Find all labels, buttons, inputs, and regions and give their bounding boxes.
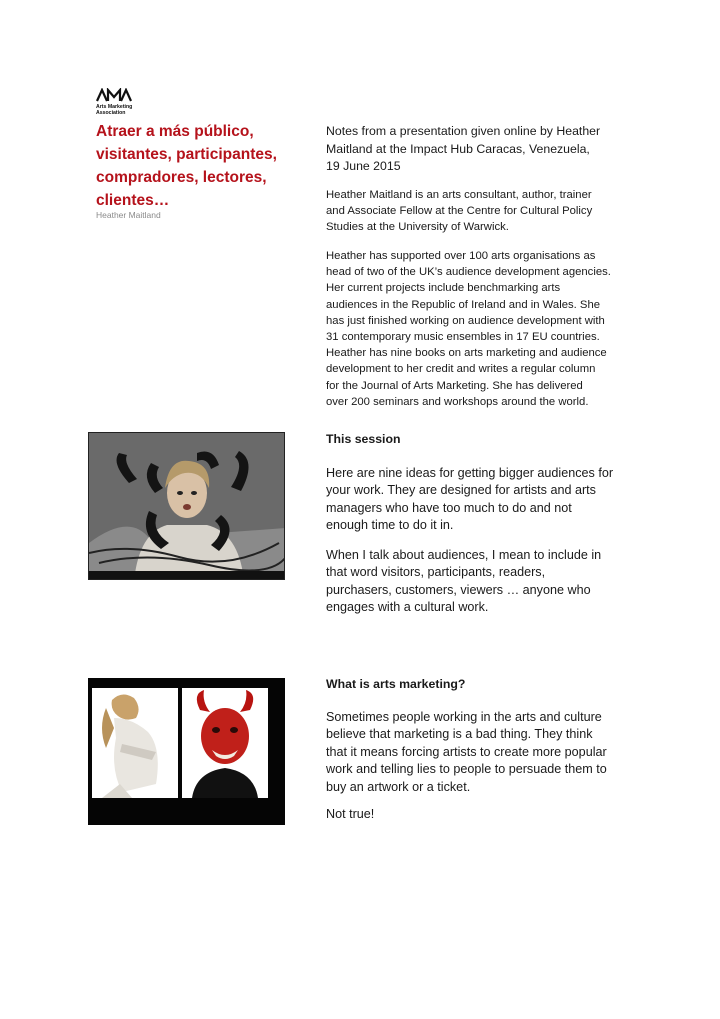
bio-paragraph-1	[326, 187, 632, 236]
title-line: Atraer a más público,	[96, 123, 254, 140]
text-line: 31 contemporary music ensembles in 17 EU countries.	[326, 331, 600, 344]
session-paragraph-2	[326, 547, 632, 617]
text-line: Heather has nine books on arts marketing and audience	[326, 347, 607, 360]
text-line: work and telling lies to people to persuade them to	[326, 762, 607, 777]
session-paragraph-1	[326, 465, 632, 535]
ama-logo-icon	[96, 88, 132, 102]
ama-logo	[96, 88, 156, 122]
logo-line2: Association	[96, 110, 126, 116]
text-line: Heather has supported over 100 arts organisations as	[326, 250, 596, 262]
title-line: visitantes, participantes,	[96, 146, 277, 163]
devil-illustration	[182, 688, 268, 798]
photo-straitjacket	[92, 688, 178, 798]
text-line: that word visitors, participants, readers,	[326, 565, 546, 580]
straitjacket-illustration	[92, 688, 178, 798]
text-line: Heather Maitland is an arts consultant, author, trainer	[326, 189, 592, 201]
text-line: over 200 seminars and workshops around the world.	[326, 395, 589, 408]
text-line: that it means forcing artists to create more popular	[326, 744, 607, 759]
text-line: Here are nine ideas for getting bigger audiences for	[326, 466, 614, 480]
photo-devil-mask	[182, 688, 268, 798]
photo-woman-telephones	[88, 432, 285, 580]
section-heading-arts-marketing: What is arts marketing?	[326, 677, 466, 691]
text-line: 19 June 2015	[326, 159, 401, 173]
text-line: Her current projects include benchmarking arts	[326, 282, 561, 295]
intro-paragraph	[326, 123, 632, 176]
photo-border-strip	[89, 571, 284, 579]
text-line: for the Journal of Arts Marketing. She has delivered	[326, 379, 583, 392]
text-line: enough time to do it in.	[326, 518, 454, 533]
photo-straitjacket-devil	[88, 678, 285, 825]
text-line: engages with a cultural work.	[326, 600, 489, 615]
title-line: clientes…	[96, 192, 170, 209]
telephones-illustration	[89, 433, 285, 580]
document-title	[96, 120, 286, 212]
text-line: buy an artwork or a ticket.	[326, 779, 471, 794]
text-line: has just finished working on audience development with	[326, 314, 605, 327]
marketing-paragraph-2: Not true!	[326, 807, 375, 821]
text-line: Notes from a presentation given online by Heather	[326, 124, 601, 138]
text-line: managers who have too much to do and not	[326, 500, 572, 515]
text-line: head of two of the UK’s audience development agencies.	[326, 266, 611, 279]
text-line: Studies at the University of Warwick.	[326, 221, 509, 234]
text-line: believe that marketing is a bad thing. They think	[326, 727, 593, 742]
text-line: and Associate Fellow at the Centre for Cultural Policy	[326, 205, 593, 218]
bio-paragraph-2	[326, 248, 632, 410]
text-line: Maitland at the Impact Hub Caracas, Venezuela,	[326, 141, 590, 156]
author-name: Heather Maitland	[96, 210, 161, 220]
marketing-paragraph-1	[326, 709, 632, 796]
logo-line1: Arts Marketing	[96, 104, 133, 110]
text-line: audiences in the Republic of Ireland and in Wales. She	[326, 298, 601, 311]
title-line: compradores, lectores,	[96, 169, 267, 186]
text-line: Sometimes people working in the arts and culture	[326, 710, 602, 724]
text-line: purchasers, customers, viewers … anyone who	[326, 582, 591, 597]
section-heading-session: This session	[326, 432, 401, 446]
text-line: development to her credit and writes a regular column	[326, 363, 596, 376]
text-line: When I talk about audiences, I mean to include in	[326, 548, 602, 562]
text-line: your work. They are designed for artists and arts	[326, 483, 596, 498]
